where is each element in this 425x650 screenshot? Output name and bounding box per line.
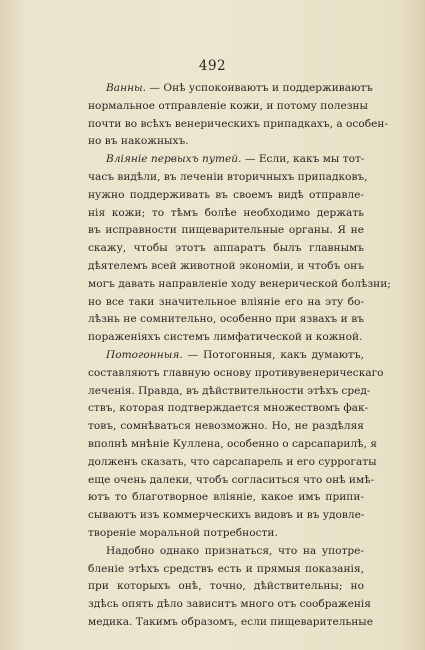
- text-line: вполнѣ мнѣніе Куллена, особенно о сарсапарилѣ, я: [88, 437, 377, 450]
- text-line: нужно поддерживать въ своемъ видѣ отправле-: [88, 188, 364, 201]
- text-line: Надобно однако признаться, что на употре-: [106, 544, 364, 557]
- page-number: 492: [198, 58, 227, 74]
- text-line: нормальное отправленіе кожи, и потому полезны: [88, 99, 368, 112]
- text-line: лѣзнь не сомнительно, особенно при язвахъ и въ: [88, 313, 364, 326]
- paragraph-baths: [88, 80, 389, 151]
- text-line: бленіе этѣхъ средствъ есть и прямыя показанія,: [88, 562, 364, 575]
- text-line: дѣятелемъ всей животной экономіи, и чтобъ онъ: [88, 259, 364, 272]
- text-line: въ исправности пищеварительные органы. Я не: [88, 224, 364, 237]
- text-line: долженъ сказать, что сарсапарель и его суррогаты: [88, 455, 377, 468]
- text-line: при которыхъ онѣ, точно, дѣйствительны; но: [88, 580, 364, 593]
- text-line: скажу, чтобы этотъ аппаратъ былъ главнымъ: [88, 242, 364, 255]
- paragraph-sudorifics: [88, 347, 384, 543]
- text-line: почти во всѣхъ венерическихъ припадкахъ, а особен-: [88, 117, 389, 130]
- text-line: ютъ то благотворное вліяніе, какое имъ припи-: [88, 491, 364, 504]
- text-line: леченія. Правда, въ дѣйствительности этѣхъ сред-: [88, 384, 371, 397]
- text-line: пораженіяхъ системъ лимфатической и кожной.: [88, 331, 363, 344]
- page-body: [88, 80, 391, 632]
- text-line: ствъ, которая подтверждается множествомъ фак-: [88, 402, 369, 415]
- text-line: могъ давать направленіе ходу венерической болѣзни;: [88, 277, 391, 290]
- text-line: еще очень далеки, чтобъ согласиться что онѣ имѣ-: [88, 473, 375, 486]
- text-line: — Потогонныя, какъ думаютъ,: [182, 348, 364, 361]
- text-line: твореніе моральной потребности.: [88, 526, 278, 539]
- text-line: но въ накожныхъ.: [88, 135, 189, 148]
- text-line: здѣсь опять дѣло зависитъ много отъ соображенія: [88, 598, 371, 611]
- paragraph-heading: Вліяніе первыхъ путей.: [106, 153, 242, 166]
- text-line: товъ, сомнѣваться невозможно. Но, не раздѣляя: [88, 420, 364, 433]
- text-line: но все таки значительное вліяніе его на эту бо-: [88, 295, 364, 308]
- text-line: — Онѣ успокоиваютъ и поддерживаютъ: [146, 82, 373, 94]
- paragraph-first-passages: [88, 151, 391, 347]
- text-line: часъ видѣли, въ леченіи вторичныхъ припадковъ,: [88, 170, 368, 183]
- paragraph-heading: Ванны.: [106, 82, 147, 94]
- text-line: — Если, какъ мы тот-: [241, 153, 365, 166]
- paragraph-heading: Потогонныя.: [106, 348, 183, 361]
- text-line: нія кожи; то тѣмъ болѣе необходимо держать: [88, 206, 364, 219]
- text-line: составляютъ главную основу противувенерическаго: [88, 366, 384, 379]
- text-line: сываютъ изъ коммерческихъ видовъ и въ удовле-: [88, 509, 365, 522]
- paragraph-indications: [88, 543, 374, 632]
- text-line: медика. Такимъ образомъ, если пищеварительные: [88, 615, 374, 628]
